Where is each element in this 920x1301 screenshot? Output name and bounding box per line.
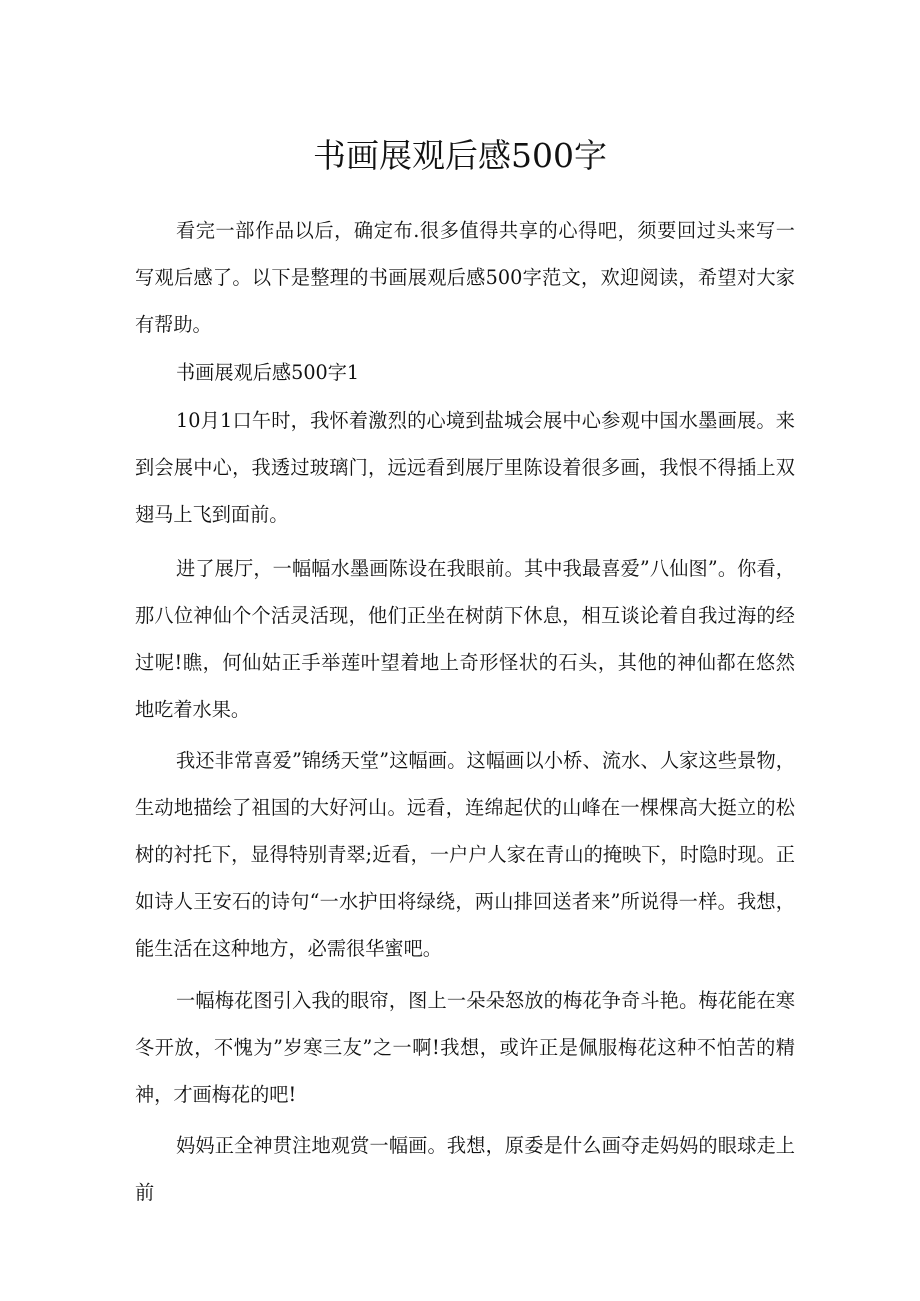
body-paragraph: 一幅梅花图引入我的眼帘，图上一朵朵怒放的梅花争奇斗艳。梅花能在寒冬开放，不愧为”岁寒三友”之一啊!我想，或许正是佩服梅花这种不怕苦的精神，才画梅花的吧! bbox=[135, 989, 795, 1106]
body-paragraph: 我还非常喜爱”锦绣天堂”这幅画。这幅画以小桥、流水、人家这些景物，生动地描绘了祖国的大好河山。远看，连绵起伏的山峰在一棵棵高大挺立的松树的衬托下，显得特别青翠;近看，一户户人家在青山的掩映下，时隐时现。正如诗人王安石的诗句“一水护田将绿绕，两山排回送者来”所说得一样。我想，能生活在这种地方，必需很华蜜吧。 bbox=[135, 749, 795, 960]
document-title: 书画展观后感500字 bbox=[313, 136, 607, 175]
body-paragraph: 进了展厅，一幅幅水墨画陈设在我眼前。其中我最喜爱”八仙图”。你看，那八位神仙个个活灵活现，他们正坐在树荫下休息，相互谈论着自我过海的经过呢!瞧，何仙姑正手举莲叶望着地上奇形怪状的石头，其他的神仙都在悠然地吃着水果。 bbox=[135, 557, 795, 721]
intro-paragraph: 看完一部作品以后，确定布.很多值得共享的心得吧，须要回过头来写一写观后感了。以下是整理的书画展观后感500字范文，欢迎阅读，希望对大家有帮助。 bbox=[135, 219, 795, 336]
section-subtitle: 书画展观后感500字1 bbox=[176, 361, 360, 384]
body-paragraph: 10月1口午时，我怀着激烈的心境到盐城会展中心参观中国水墨画展。来到会展中心，我透过玻璃门，远远看到展厅里陈设着很多画，我恨不得插上双翅马上飞到面前。 bbox=[135, 409, 795, 526]
body-paragraph: 妈妈正全神贯注地观赏一幅画。我想，原委是什么画夺走妈妈的眼球走上前 bbox=[135, 1134, 795, 1204]
